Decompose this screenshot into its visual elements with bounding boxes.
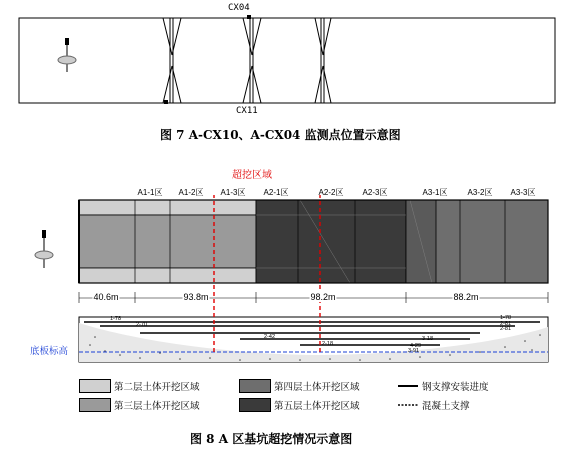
level-label: 2-18: [322, 341, 334, 347]
figure-7-caption: 图 7 A-CX10、A-CX04 监测点位置示意图: [160, 128, 401, 142]
level-label: 3-18: [422, 336, 434, 342]
overexcavation-label: 超挖区域: [232, 170, 272, 181]
zone-label: A1-3区: [220, 188, 246, 197]
zone-label: A1-1区: [137, 188, 163, 197]
legend-line-icon: [398, 380, 418, 414]
legend-label: 混凝土支撑: [422, 401, 470, 412]
legend-swatch: [79, 379, 111, 393]
zone-label: A2-3区: [362, 188, 388, 197]
zone-label: A3-3区: [510, 188, 536, 197]
point-marker-bottom: [164, 100, 168, 104]
legend-swatch: [79, 398, 111, 412]
level-label: 2-70: [136, 322, 148, 328]
excavation-diagram: [0, 195, 568, 375]
zone-label: A1-2区: [178, 188, 204, 197]
dimension-label: 98.2m: [310, 292, 336, 302]
level-label: 2-81: [500, 321, 512, 327]
level-label: 3-91: [408, 348, 420, 354]
monitoring-plan-diagram: [0, 0, 568, 140]
legend-label: 第四层土体开挖区域: [274, 382, 360, 393]
zone-label: A2-1区: [263, 188, 289, 197]
level-label: 1-78: [110, 316, 122, 322]
dimension-label: 88.2m: [453, 292, 479, 302]
plan-view: [79, 200, 548, 283]
legend-label: 第二层土体开挖区域: [114, 382, 200, 393]
point-marker-top: [247, 15, 251, 19]
level-label: 2-81: [500, 326, 512, 332]
dimension-label: 40.6m: [93, 292, 119, 302]
section-level-label: 底板标高: [30, 346, 69, 357]
dimension-label: 93.8m: [183, 292, 209, 302]
legend-label: 钢支撑安装进度: [422, 382, 489, 393]
zone-label: A3-2区: [467, 188, 493, 197]
legend-label: 第三层土体开挖区域: [114, 401, 200, 412]
zone-label: A2-2区: [318, 188, 344, 197]
north-arrow-icon: [33, 228, 55, 274]
zone-label: A3-1区: [422, 188, 448, 197]
legend-label: 第五层土体开挖区域: [274, 401, 360, 412]
figure-8-caption: 图 8 A 区基坑超挖情况示意图: [190, 432, 353, 446]
section-view: [79, 317, 548, 362]
legend-swatch: [239, 379, 271, 393]
legend-swatch: [239, 398, 271, 412]
level-label: 1-78: [500, 315, 512, 321]
level-label: 2-42: [264, 334, 276, 340]
point-label-top: CX04: [228, 3, 250, 13]
level-label: 4-29: [410, 343, 422, 349]
point-label-bottom: CX11: [236, 106, 258, 116]
